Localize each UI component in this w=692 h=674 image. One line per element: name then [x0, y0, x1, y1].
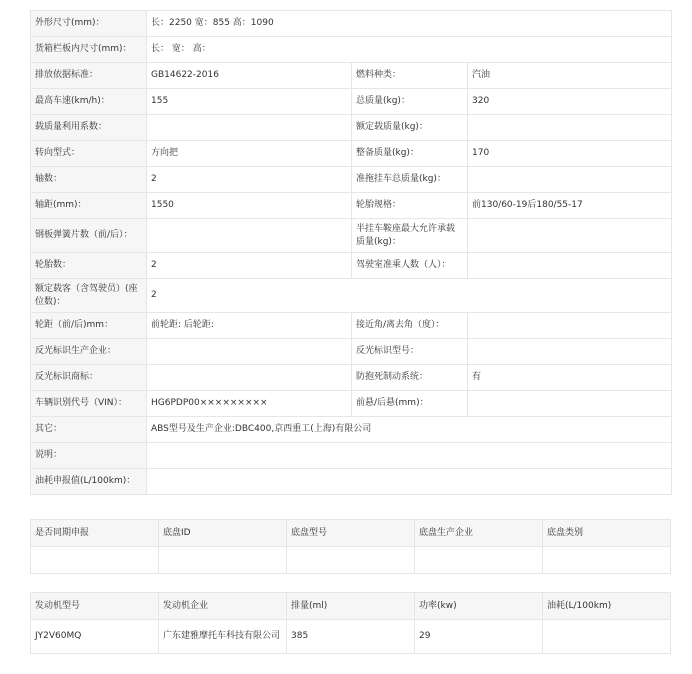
chassis-data-row — [31, 547, 671, 574]
spec-value: HG6PDP00××××××××× — [147, 391, 352, 417]
spec-row — [31, 279, 672, 313]
spec-value — [147, 339, 352, 365]
spec-value: 170 — [468, 141, 672, 167]
spec-row — [31, 37, 672, 63]
engine-header-cell: 排量(ml) — [287, 593, 415, 620]
spec-row — [31, 365, 672, 391]
chassis-cell — [415, 547, 543, 574]
spec-row — [31, 253, 672, 279]
spec-value: ABS型号及生产企业:DBC400,京西重工(上海)有限公司 — [147, 417, 672, 443]
spec-row — [31, 313, 672, 339]
spec-value — [468, 339, 672, 365]
spec-row — [31, 469, 672, 495]
spec-value: 方向把 — [147, 141, 352, 167]
spec-value — [468, 115, 672, 141]
spec-label: 驾驶室准乘人数（人）： — [352, 253, 468, 279]
engine-header-row — [31, 593, 671, 620]
spec-label: 前悬/后悬(mm)： — [352, 391, 468, 417]
spec-label: 钢板弹簧片数（前/后）： — [31, 219, 147, 253]
chassis-table — [30, 519, 671, 574]
spec-label: 接近角/离去角（度）： — [352, 313, 468, 339]
chassis-header-cell: 底盘生产企业 — [415, 520, 543, 547]
spec-label: 载质量利用系数： — [31, 115, 147, 141]
spec-value — [468, 219, 672, 253]
chassis-cell — [543, 547, 671, 574]
spec-value: 汽油 — [468, 63, 672, 89]
spec-label: 整备质量(kg)： — [352, 141, 468, 167]
spec-label: 说明： — [31, 443, 147, 469]
spec-label: 额定载质量(kg)： — [352, 115, 468, 141]
engine-cell: 29 — [415, 620, 543, 654]
spec-label: 防抱死制动系统： — [352, 365, 468, 391]
spec-label: 轮胎数： — [31, 253, 147, 279]
spec-value: GB14622-2016 — [147, 63, 352, 89]
spec-row — [31, 219, 672, 253]
spec-label: 油耗申报值(L/100km)： — [31, 469, 147, 495]
spec-value — [468, 391, 672, 417]
engine-header-cell: 发动机企业 — [159, 593, 287, 620]
spec-row — [31, 193, 672, 219]
spec-value: 1550 — [147, 193, 352, 219]
spec-value: 前130/60-19后180/55-17 — [468, 193, 672, 219]
chassis-header-row — [31, 520, 671, 547]
engine-cell — [543, 620, 671, 654]
chassis-header-cell: 底盘ID — [159, 520, 287, 547]
spec-row — [31, 391, 672, 417]
spec-value — [147, 115, 352, 141]
spec-value: 2 — [147, 279, 672, 313]
spec-value — [468, 313, 672, 339]
spec-value: 320 — [468, 89, 672, 115]
spec-label: 准拖挂车总质量(kg)： — [352, 167, 468, 193]
engine-cell: 广东建雅摩托车科技有限公司 — [159, 620, 287, 654]
chassis-header-cell: 是否同期申报 — [31, 520, 159, 547]
chassis-cell — [31, 547, 159, 574]
spec-row — [31, 141, 672, 167]
engine-cell: JY2V60MQ — [31, 620, 159, 654]
spec-value: 长： 宽： 高： — [147, 37, 672, 63]
spec-value: 有 — [468, 365, 672, 391]
vehicle-spec-table — [30, 10, 672, 495]
spec-value: 2 — [147, 253, 352, 279]
spec-label: 货箱栏板内尺寸(mm)： — [31, 37, 147, 63]
spec-value: 2 — [147, 167, 352, 193]
spec-label: 排放依据标准： — [31, 63, 147, 89]
spec-label: 反光标识生产企业： — [31, 339, 147, 365]
spec-label: 反光标识型号： — [352, 339, 468, 365]
spec-label: 额定载客（含驾驶员）(座位数)： — [31, 279, 147, 313]
spec-row — [31, 443, 672, 469]
spec-label: 总质量(kg)： — [352, 89, 468, 115]
spec-row — [31, 63, 672, 89]
spec-value — [468, 167, 672, 193]
spec-row — [31, 167, 672, 193]
spec-value — [147, 469, 672, 495]
chassis-header-cell: 底盘类别 — [543, 520, 671, 547]
spec-value: 155 — [147, 89, 352, 115]
spec-label: 外形尺寸(mm)： — [31, 11, 147, 37]
spec-value: 前轮距: 后轮距: — [147, 313, 352, 339]
spec-value — [147, 365, 352, 391]
spec-label: 最高车速(km/h)： — [31, 89, 147, 115]
spec-label: 车辆识别代号（VIN）： — [31, 391, 147, 417]
engine-header-cell: 功率(kw) — [415, 593, 543, 620]
spec-label: 轮胎规格： — [352, 193, 468, 219]
spec-value — [468, 253, 672, 279]
spec-label: 轮距（前/后)mm： — [31, 313, 147, 339]
spec-label: 燃料种类： — [352, 63, 468, 89]
spec-label: 转向型式： — [31, 141, 147, 167]
spec-label: 半挂车鞍座最大允许承载质量(kg)： — [352, 219, 468, 253]
spec-row — [31, 115, 672, 141]
engine-header-cell: 油耗(L/100km) — [543, 593, 671, 620]
spec-value: 长：2250 宽：855 高：1090 — [147, 11, 672, 37]
spec-row — [31, 89, 672, 115]
spec-row — [31, 11, 672, 37]
spec-row — [31, 417, 672, 443]
spec-value — [147, 443, 672, 469]
spec-label: 轴距(mm)： — [31, 193, 147, 219]
spec-label: 轴数： — [31, 167, 147, 193]
engine-cell: 385 — [287, 620, 415, 654]
spec-value — [147, 219, 352, 253]
chassis-cell — [287, 547, 415, 574]
chassis-cell — [159, 547, 287, 574]
engine-header-cell: 发动机型号 — [31, 593, 159, 620]
engine-table — [30, 592, 671, 654]
chassis-header-cell: 底盘型号 — [287, 520, 415, 547]
spec-label: 其它： — [31, 417, 147, 443]
engine-data-row — [31, 620, 671, 654]
spec-label: 反光标识商标： — [31, 365, 147, 391]
spec-row — [31, 339, 672, 365]
